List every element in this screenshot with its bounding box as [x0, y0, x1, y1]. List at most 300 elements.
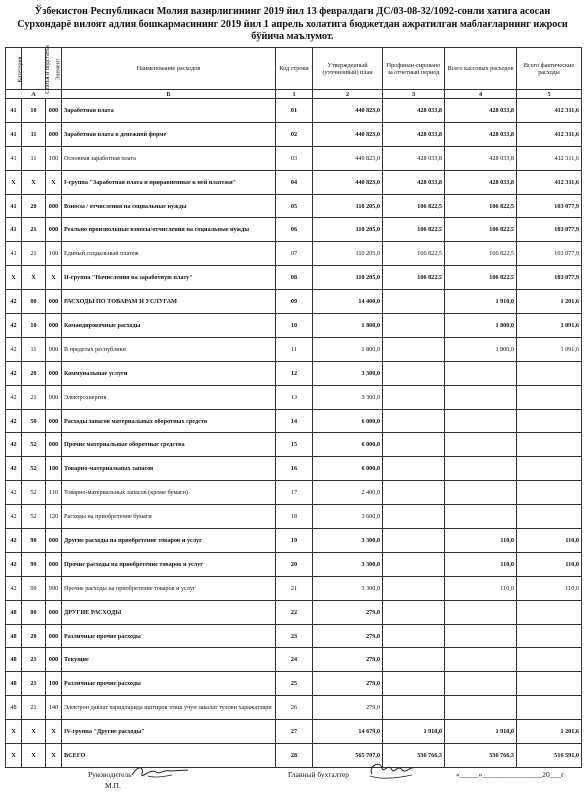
row-approved: 14 679,0 — [313, 720, 383, 744]
row-name: Электроэнергия — [62, 385, 276, 409]
row-cash: 428 033,8 — [445, 122, 517, 146]
col-cash-header: Всего кассовых расходов — [445, 48, 517, 90]
row-actual — [517, 600, 582, 624]
row-article: 10 — [22, 314, 46, 338]
row-article: 21 — [22, 672, 46, 696]
table-row — [6, 170, 582, 194]
row-cash — [445, 481, 517, 505]
row-actual: 412 311,6 — [517, 170, 582, 194]
row-name: РАСХОДЫ ПО ТОВАРАМ И УСЛУГАМ — [62, 290, 276, 314]
row-element: 000 — [46, 409, 62, 433]
row-actual: 110,0 — [517, 552, 582, 576]
table-row — [6, 266, 582, 290]
row-name: Реально произвольные взносы/отчисления на социальные нужды — [62, 218, 276, 242]
row-approved: 279,0 — [313, 600, 383, 624]
row-element: 000 — [46, 337, 62, 361]
row-cash — [445, 648, 517, 672]
row-name: Заработная плата — [62, 99, 276, 123]
report-header — [0, 6, 585, 44]
row-article: 00 — [22, 290, 46, 314]
row-financed — [383, 624, 445, 648]
row-financed: 536 766,3 — [383, 744, 445, 768]
row-financed — [383, 576, 445, 600]
row-financed: 106 822,5 — [383, 218, 445, 242]
head-signature-image — [128, 760, 190, 782]
row-actual: 1 091,6 — [517, 314, 582, 338]
row-financed: 428 033,8 — [383, 122, 445, 146]
row-element: 100 — [46, 672, 62, 696]
table-row — [6, 672, 582, 696]
row-code: 14 — [276, 409, 313, 433]
row-name: Товарно-материальных запасов — [62, 457, 276, 481]
row-code: 21 — [276, 576, 313, 600]
row-financed — [383, 600, 445, 624]
row-actual — [517, 648, 582, 672]
row-approved: 6 000,0 — [313, 457, 383, 481]
row-financed: 106 822,5 — [383, 266, 445, 290]
row-code: 13 — [276, 385, 313, 409]
row-code: 24 — [276, 648, 313, 672]
row-name: Основная заработная плата — [62, 146, 276, 170]
row-financed: 428 033,8 — [383, 170, 445, 194]
row-financed: 106 822,5 — [383, 242, 445, 266]
table-row — [6, 146, 582, 170]
row-name: ВСЕГО — [62, 744, 276, 768]
row-financed — [383, 696, 445, 720]
table-row — [6, 385, 582, 409]
row-category: 42 — [6, 314, 22, 338]
row-element: 000 — [46, 648, 62, 672]
table-row — [6, 99, 582, 123]
row-name: Расходы на приобретение бумаги — [62, 505, 276, 529]
col-category-header: Категория — [6, 48, 22, 90]
row-actual: 1 091,6 — [517, 337, 582, 361]
row-actual: 412 311,6 — [517, 122, 582, 146]
row-actual: 110,0 — [517, 576, 582, 600]
row-approved: 440 823,0 — [313, 146, 383, 170]
row-category: 42 — [6, 505, 22, 529]
col-name-header: Наименование расходов — [62, 48, 276, 90]
row-financed — [383, 457, 445, 481]
row-financed: 106 822,5 — [383, 194, 445, 218]
row-article: 20 — [22, 361, 46, 385]
index-b: Б — [62, 90, 276, 99]
row-article: 10 — [22, 99, 46, 123]
row-actual: 1 201,6 — [517, 290, 582, 314]
row-approved: 14 400,0 — [313, 290, 383, 314]
row-approved: 110 205,0 — [313, 218, 383, 242]
row-approved: 2 400,0 — [313, 481, 383, 505]
row-code: 18 — [276, 505, 313, 529]
row-category: 48 — [6, 672, 22, 696]
row-element: 000 — [46, 600, 62, 624]
row-category: 42 — [6, 361, 22, 385]
row-financed: 428 033,8 — [383, 146, 445, 170]
row-element: 100 — [46, 242, 62, 266]
row-approved: 565 707,0 — [313, 744, 383, 768]
table-row — [6, 218, 582, 242]
row-financed — [383, 337, 445, 361]
table-row — [6, 552, 582, 576]
row-element: 000 — [46, 361, 62, 385]
row-cash: 1 800,0 — [445, 337, 517, 361]
row-category: 41 — [6, 146, 22, 170]
row-actual — [517, 409, 582, 433]
row-cash: 428 033,8 — [445, 170, 517, 194]
row-financed — [383, 290, 445, 314]
row-code: 07 — [276, 242, 313, 266]
row-category: 42 — [6, 457, 22, 481]
row-article: 99 — [22, 576, 46, 600]
row-financed — [383, 648, 445, 672]
row-name: Единый социальный платеж — [62, 242, 276, 266]
row-element: 000 — [46, 552, 62, 576]
row-element: 000 — [46, 433, 62, 457]
row-name: Различные прочие расходы — [62, 624, 276, 648]
row-approved: 440 823,0 — [313, 170, 383, 194]
row-financed — [383, 409, 445, 433]
row-name: Электрон давлат харидларида иштирок этиш учун закалат тулови харажатлари — [62, 696, 276, 720]
header-line-1: Ўзбекистон Республикаси Молия вазирлигининг 2019 йил 13 февралдаги ДС/03-08-32/1092-сонли хатига асосан — [34, 6, 551, 17]
col-article-header: Статья и подстатья — [22, 48, 46, 90]
row-article: 21 — [22, 648, 46, 672]
row-element: 000 — [46, 99, 62, 123]
row-code: 08 — [276, 266, 313, 290]
row-element: 000 — [46, 290, 62, 314]
table-row — [6, 122, 582, 146]
row-code: 11 — [276, 337, 313, 361]
row-code: 15 — [276, 433, 313, 457]
row-actual: 516 591,0 — [517, 744, 582, 768]
row-article: 52 — [22, 433, 46, 457]
accountant-signature-image — [366, 758, 418, 782]
row-actual — [517, 361, 582, 385]
row-actual — [517, 385, 582, 409]
row-approved: 3 300,0 — [313, 361, 383, 385]
row-name: Расходы запасов материальных оборотных средств — [62, 409, 276, 433]
row-category: 42 — [6, 481, 22, 505]
row-category: 42 — [6, 529, 22, 553]
row-article: 90 — [22, 529, 46, 553]
row-category: 48 — [6, 648, 22, 672]
row-category: 42 — [6, 576, 22, 600]
row-actual: 103 077,9 — [517, 266, 582, 290]
col-financed-header: Профинан-сировано за отчетный период — [383, 48, 445, 90]
row-approved: 3 600,0 — [313, 505, 383, 529]
row-code: 26 — [276, 696, 313, 720]
row-code: 27 — [276, 720, 313, 744]
row-article: 11 — [22, 337, 46, 361]
row-approved: 6 000,0 — [313, 433, 383, 457]
row-category: X — [6, 744, 22, 768]
row-category: 42 — [6, 433, 22, 457]
row-name: Коммунальные услуги — [62, 361, 276, 385]
col-approved-header: Утвержденный (уточненный) план — [313, 48, 383, 90]
row-name: II-группа "Начисления на заработную плату" — [62, 266, 276, 290]
index-5: 5 — [517, 90, 582, 99]
row-element: 100 — [46, 146, 62, 170]
row-article: X — [22, 266, 46, 290]
row-article: 52 — [22, 481, 46, 505]
row-article: 00 — [22, 600, 46, 624]
row-name: Прочие расходы на приобретение товаров и услуг — [62, 552, 276, 576]
row-cash: 106 822,5 — [445, 242, 517, 266]
row-actual: 103 077,9 — [517, 194, 582, 218]
row-name: Товарно-материальных запасов (кроме бумаги) — [62, 481, 276, 505]
row-element: 000 — [46, 529, 62, 553]
row-approved: 3 300,0 — [313, 529, 383, 553]
row-name: ДРУГИЕ РАСХОДЫ — [62, 600, 276, 624]
stamp-place-label: М.П. — [105, 781, 121, 790]
column-index-row — [6, 90, 582, 99]
row-article: 20 — [22, 624, 46, 648]
row-element: X — [46, 720, 62, 744]
row-cash — [445, 505, 517, 529]
row-category: 41 — [6, 218, 22, 242]
row-code: 19 — [276, 529, 313, 553]
row-element: 000 — [46, 122, 62, 146]
row-cash: 106 822,5 — [445, 218, 517, 242]
row-cash: 106 822,5 — [445, 266, 517, 290]
row-element: X — [46, 744, 62, 768]
row-category: X — [6, 720, 22, 744]
row-article: 50 — [22, 409, 46, 433]
row-element: 990 — [46, 576, 62, 600]
row-financed: 1 910,0 — [383, 720, 445, 744]
row-code: 02 — [276, 122, 313, 146]
row-code: 16 — [276, 457, 313, 481]
row-financed — [383, 433, 445, 457]
row-article: 21 — [22, 385, 46, 409]
column-header-row — [6, 48, 582, 90]
row-code: 28 — [276, 744, 313, 768]
row-financed — [383, 505, 445, 529]
row-code: 12 — [276, 361, 313, 385]
table-row — [6, 505, 582, 529]
col-element-header: Элемент — [46, 48, 62, 90]
row-category: 42 — [6, 552, 22, 576]
row-category: X — [6, 170, 22, 194]
row-approved: 440 823,0 — [313, 122, 383, 146]
row-actual — [517, 433, 582, 457]
table-row — [6, 457, 582, 481]
row-financed — [383, 529, 445, 553]
row-approved: 110 205,0 — [313, 194, 383, 218]
row-financed — [383, 314, 445, 338]
row-code: 09 — [276, 290, 313, 314]
row-actual — [517, 481, 582, 505]
row-article: 52 — [22, 457, 46, 481]
table-row — [6, 314, 582, 338]
row-article: 21 — [22, 696, 46, 720]
row-code: 25 — [276, 672, 313, 696]
table-row — [6, 576, 582, 600]
row-approved: 3 300,0 — [313, 552, 383, 576]
row-cash — [445, 696, 517, 720]
row-name: Текущие — [62, 648, 276, 672]
row-code: 23 — [276, 624, 313, 648]
row-category: 48 — [6, 696, 22, 720]
row-financed — [383, 481, 445, 505]
row-cash — [445, 624, 517, 648]
row-element: X — [46, 170, 62, 194]
row-category: 42 — [6, 409, 22, 433]
row-element: 140 — [46, 696, 62, 720]
row-actual: 412 311,6 — [517, 99, 582, 123]
row-category: 41 — [6, 122, 22, 146]
row-financed — [383, 385, 445, 409]
row-code: 22 — [276, 600, 313, 624]
row-category: 42 — [6, 290, 22, 314]
header-line-2: Сурхондарё вилоят адлия бошкармасининг 2019 йил 1 апрель холатига бюджетдан ажратилган маблағларнинг ижроси — [17, 18, 568, 30]
row-category: 41 — [6, 242, 22, 266]
row-article: 52 — [22, 505, 46, 529]
row-category: 41 — [6, 99, 22, 123]
row-code: 05 — [276, 194, 313, 218]
row-article: 11 — [22, 146, 46, 170]
row-element: 000 — [46, 218, 62, 242]
row-category: 42 — [6, 337, 22, 361]
row-article: X — [22, 720, 46, 744]
row-name: Другие расходы на приобретение товаров и услуг — [62, 529, 276, 553]
row-code: 06 — [276, 218, 313, 242]
row-cash: 1 910,0 — [445, 720, 517, 744]
table-row — [6, 481, 582, 505]
row-cash: 428 033,8 — [445, 146, 517, 170]
row-category: 48 — [6, 624, 22, 648]
table-row — [6, 433, 582, 457]
row-cash: 110,0 — [445, 552, 517, 576]
row-name: Заработная плата в денежной форме — [62, 122, 276, 146]
row-article: 21 — [22, 242, 46, 266]
row-name: Прочие расходы на приобретение товаров и услуг — [62, 576, 276, 600]
row-cash: 428 033,8 — [445, 99, 517, 123]
table-row — [6, 624, 582, 648]
row-element: 120 — [46, 505, 62, 529]
row-cash: 1 800,0 — [445, 314, 517, 338]
table-row — [6, 529, 582, 553]
row-name: I-группа "Заработная плата и приравненные к ней платежи" — [62, 170, 276, 194]
index-4: 4 — [445, 90, 517, 99]
row-cash: 106 822,5 — [445, 194, 517, 218]
date-placeholder: «_____»________________20___г — [456, 770, 565, 779]
row-actual — [517, 672, 582, 696]
row-actual — [517, 457, 582, 481]
row-actual: 412 311,6 — [517, 146, 582, 170]
row-article: 20 — [22, 194, 46, 218]
row-cash — [445, 361, 517, 385]
table-row — [6, 696, 582, 720]
row-category: 41 — [6, 194, 22, 218]
table-row — [6, 409, 582, 433]
table-row — [6, 337, 582, 361]
row-cash — [445, 600, 517, 624]
row-actual: 110,0 — [517, 529, 582, 553]
index-a: А — [6, 90, 62, 99]
table-row — [6, 600, 582, 624]
row-name: IV-группа "Другие расходы" — [62, 720, 276, 744]
row-element: 000 — [46, 314, 62, 338]
head-signature-label: Руководитель — [88, 770, 132, 779]
row-article: X — [22, 744, 46, 768]
row-approved: 279,0 — [313, 648, 383, 672]
row-element: 000 — [46, 194, 62, 218]
row-cash — [445, 433, 517, 457]
row-approved: 440 823,0 — [313, 99, 383, 123]
row-actual — [517, 696, 582, 720]
col-actual-header: Всего фактические расходы — [517, 48, 582, 90]
table-row — [6, 720, 582, 744]
row-code: 01 — [276, 99, 313, 123]
index-3: 3 — [383, 90, 445, 99]
row-article: 21 — [22, 218, 46, 242]
table-row — [6, 744, 582, 768]
table-row — [6, 194, 582, 218]
row-approved: 279,0 — [313, 696, 383, 720]
row-code: 04 — [276, 170, 313, 194]
row-name: Взносы / отчисления на социальные нужды — [62, 194, 276, 218]
row-approved: 279,0 — [313, 672, 383, 696]
table-row — [6, 361, 582, 385]
row-code: 10 — [276, 314, 313, 338]
row-name: Различные прочие расходы — [62, 672, 276, 696]
row-name: Командировочные расходы — [62, 314, 276, 338]
row-name: Прочие материальные оборотные средства — [62, 433, 276, 457]
row-approved: 1 800,0 — [313, 337, 383, 361]
row-cash: 110,0 — [445, 576, 517, 600]
row-approved: 6 000,0 — [313, 409, 383, 433]
index-1: 1 — [276, 90, 313, 99]
row-element: X — [46, 266, 62, 290]
row-financed — [383, 552, 445, 576]
index-2: 2 — [313, 90, 383, 99]
row-article: X — [22, 170, 46, 194]
row-cash: 536 766,3 — [445, 744, 517, 768]
row-category: X — [6, 266, 22, 290]
row-code: 20 — [276, 552, 313, 576]
row-cash: 1 910,0 — [445, 290, 517, 314]
col-code-header: Код строки — [276, 48, 313, 90]
row-element: 100 — [46, 457, 62, 481]
row-actual: 103 077,9 — [517, 242, 582, 266]
row-actual — [517, 505, 582, 529]
row-name: В пределах республики — [62, 337, 276, 361]
chief-accountant-label: Главный бухгалтер — [288, 770, 349, 779]
header-line-3: бўйича маълумот. — [251, 31, 334, 42]
row-approved: 279,0 — [313, 624, 383, 648]
row-actual: 103 077,9 — [517, 218, 582, 242]
row-category: 48 — [6, 600, 22, 624]
row-element: 110 — [46, 481, 62, 505]
row-approved: 3 300,0 — [313, 385, 383, 409]
row-cash — [445, 672, 517, 696]
table-row — [6, 242, 582, 266]
row-element: 000 — [46, 385, 62, 409]
row-financed — [383, 361, 445, 385]
row-approved: 1 800,0 — [313, 314, 383, 338]
row-category: 42 — [6, 385, 22, 409]
row-actual — [517, 624, 582, 648]
row-element: 000 — [46, 624, 62, 648]
row-cash: 110,0 — [445, 529, 517, 553]
row-actual: 1 201,6 — [517, 720, 582, 744]
row-approved: 110 205,0 — [313, 242, 383, 266]
row-cash — [445, 457, 517, 481]
row-financed — [383, 672, 445, 696]
table-row — [6, 648, 582, 672]
row-approved: 3 300,0 — [313, 576, 383, 600]
row-financed: 428 033,8 — [383, 99, 445, 123]
